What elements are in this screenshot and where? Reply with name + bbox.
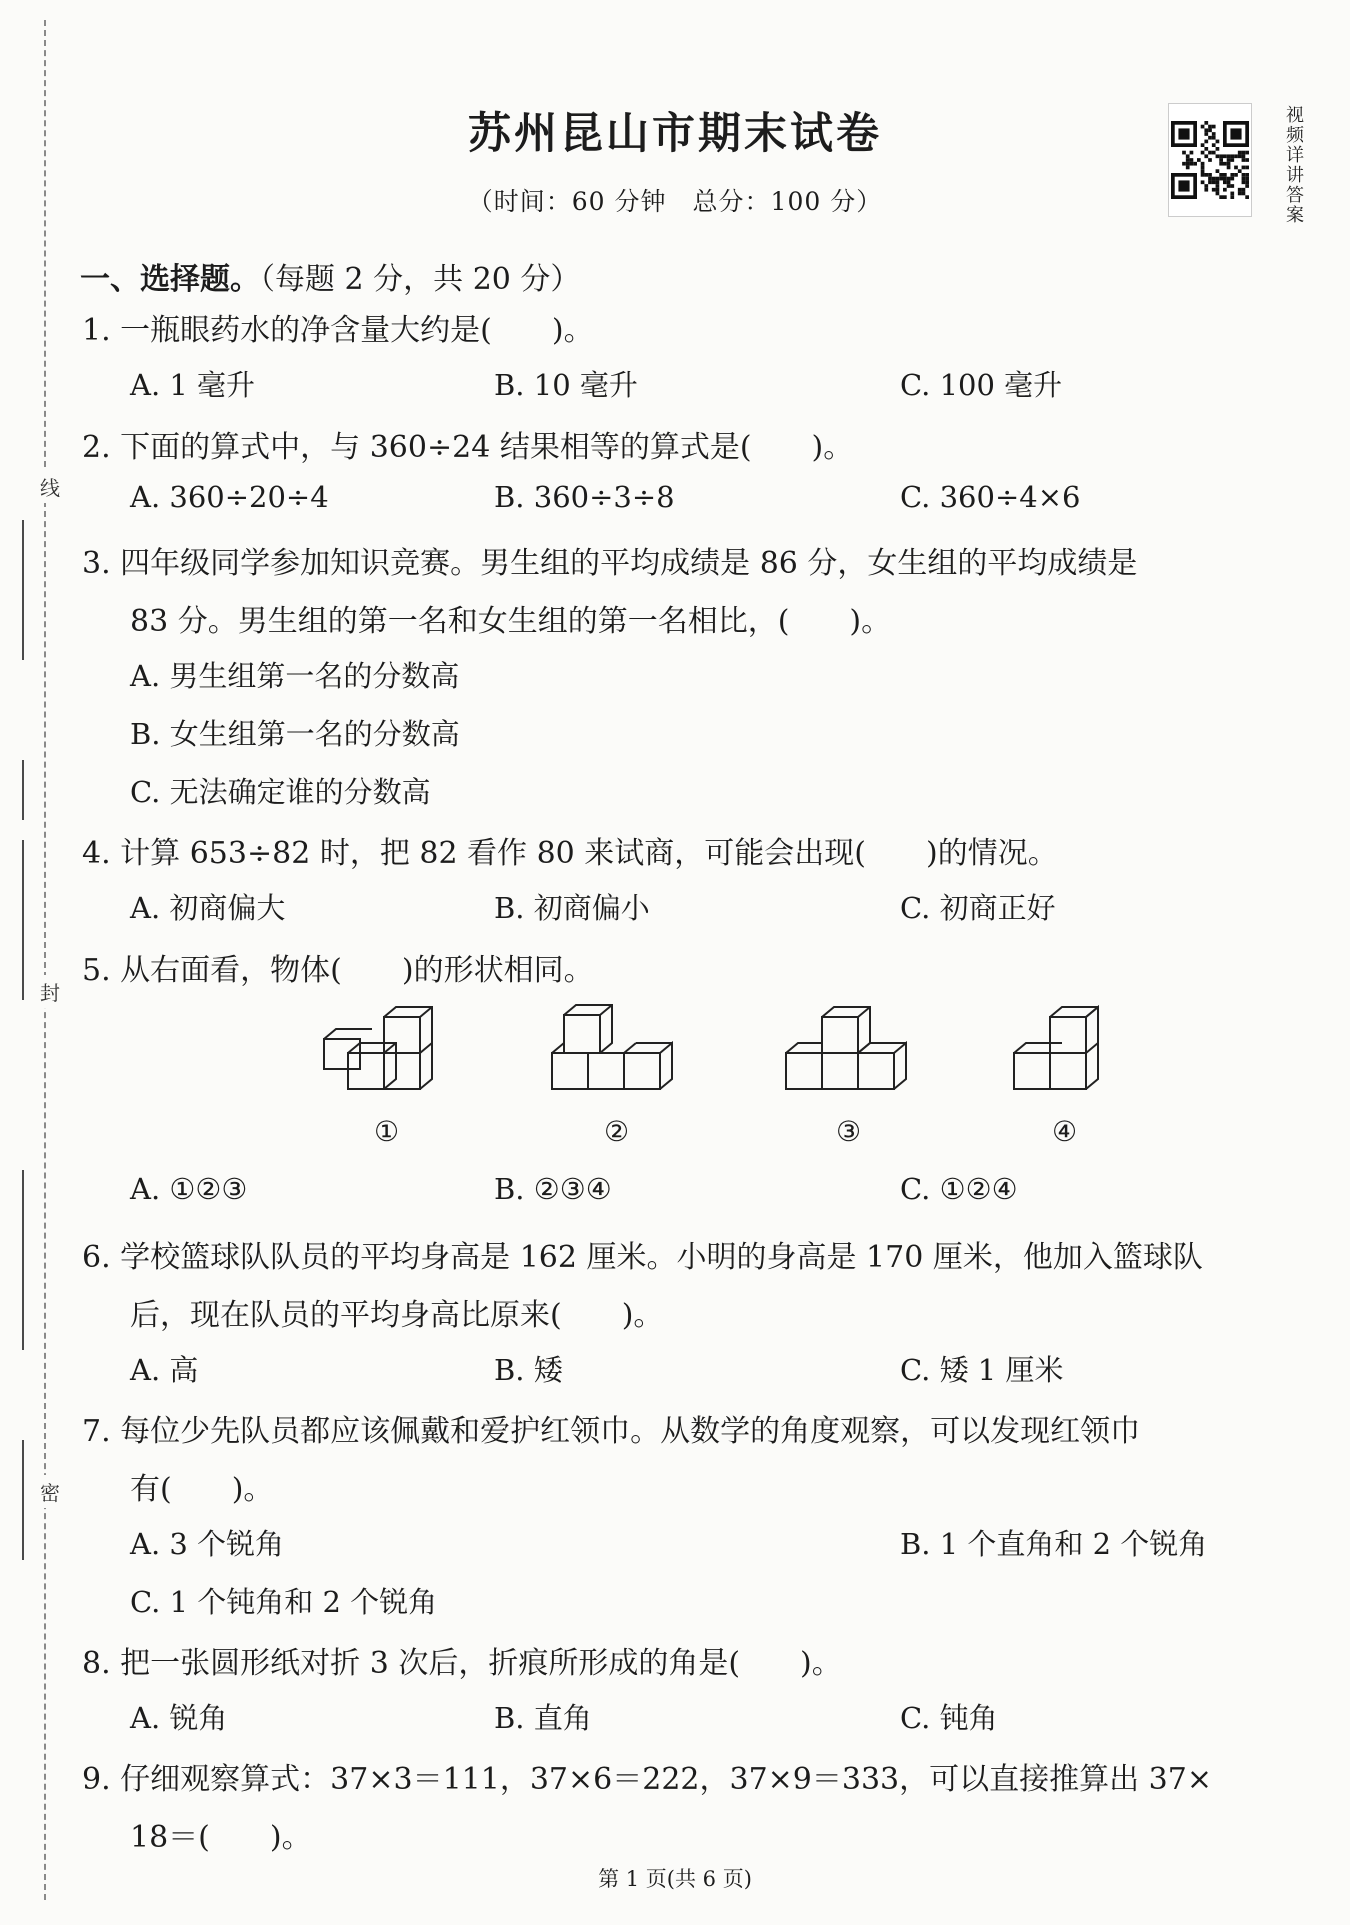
option-b[interactable]: B. 直角 bbox=[494, 1701, 592, 1735]
binding-dashed-line bbox=[44, 20, 46, 1900]
question-3: 3. 四年级同学参加知识竞赛。男生组的平均成绩是 86 分，女生组的平均成绩是 bbox=[82, 546, 1138, 581]
figure-label-3: ③ bbox=[836, 1115, 862, 1148]
option-c[interactable]: C. 矮 1 厘米 bbox=[900, 1353, 1064, 1387]
question-7: 7. 每位少先队员都应该佩戴和爱护红领巾。从数学的角度观察，可以发现红领巾 bbox=[82, 1414, 1141, 1449]
binding-solid-line bbox=[22, 840, 24, 1000]
option-c[interactable]: C. 360÷4×6 bbox=[900, 480, 1081, 514]
binding-char: 封 bbox=[40, 975, 60, 1008]
option-c[interactable]: C. ①②④ bbox=[900, 1172, 1018, 1206]
section-title: 一、选择题。 bbox=[80, 262, 260, 297]
question-9-line-2: 18＝( )。 bbox=[130, 1820, 312, 1855]
question-1: 1. 一瓶眼药水的净含量大约是( )。 bbox=[82, 313, 594, 348]
figure-label-2: ② bbox=[604, 1115, 630, 1148]
option-c[interactable]: C. 100 毫升 bbox=[900, 368, 1063, 402]
option-b[interactable]: B. 矮 bbox=[494, 1353, 563, 1387]
qr-caption: 视频详讲答案 bbox=[1286, 105, 1304, 226]
option-a[interactable]: A. 男生组第一名的分数高 bbox=[130, 659, 460, 693]
option-b[interactable]: B. ②③④ bbox=[494, 1172, 612, 1206]
exam-info: （时间：60 分钟 总分：100 分） bbox=[467, 187, 883, 216]
question-3-line-2: 83 分。男生组的第一名和女生组的第一名相比，( )。 bbox=[130, 604, 892, 639]
cube-figure-1 bbox=[322, 995, 452, 1095]
option-a[interactable]: A. 初商偏大 bbox=[130, 891, 286, 925]
cube-figure-4 bbox=[1012, 995, 1132, 1095]
option-b[interactable]: B. 初商偏小 bbox=[494, 891, 650, 925]
cube-figure-2 bbox=[550, 995, 690, 1095]
option-c[interactable]: C. 初商正好 bbox=[900, 891, 1056, 925]
binding-margin bbox=[0, 0, 60, 1925]
binding-solid-line bbox=[22, 520, 24, 660]
option-c[interactable]: C. 1 个钝角和 2 个锐角 bbox=[130, 1585, 438, 1619]
option-b[interactable]: B. 10 毫升 bbox=[494, 368, 638, 402]
option-b[interactable]: B. 360÷3÷8 bbox=[494, 480, 675, 514]
figure-label-4: ④ bbox=[1052, 1115, 1078, 1148]
section-note: （每题 2 分，共 20 分） bbox=[260, 262, 581, 297]
binding-solid-line bbox=[22, 1170, 24, 1350]
option-a[interactable]: A. ①②③ bbox=[130, 1172, 248, 1206]
question-4: 4. 计算 653÷82 时，把 82 看作 80 来试商，可能会出现( )的情况。 bbox=[82, 836, 1058, 871]
qr-code-icon[interactable] bbox=[1168, 103, 1252, 217]
section-heading bbox=[80, 254, 580, 298]
question-8: 8. 把一张圆形纸对折 3 次后，折痕所形成的角是( )。 bbox=[82, 1646, 842, 1681]
option-a[interactable]: A. 360÷20÷4 bbox=[130, 480, 329, 514]
binding-solid-line bbox=[22, 1440, 24, 1560]
question-2: 2. 下面的算式中，与 360÷24 结果相等的算式是( )。 bbox=[82, 430, 854, 465]
question-6-line-2: 后，现在队员的平均身高比原来( )。 bbox=[130, 1298, 664, 1333]
option-b[interactable]: B. 1 个直角和 2 个锐角 bbox=[900, 1527, 1208, 1561]
cube-figures bbox=[322, 995, 1142, 1155]
option-c[interactable]: C. 钝角 bbox=[900, 1701, 998, 1735]
binding-char: 密 bbox=[40, 1475, 60, 1508]
binding-solid-line bbox=[22, 760, 24, 820]
option-a[interactable]: A. 高 bbox=[130, 1353, 199, 1387]
question-5: 5. 从右面看，物体( )的形状相同。 bbox=[82, 953, 594, 988]
figure-label-1: ① bbox=[374, 1115, 400, 1148]
option-a[interactable]: A. 锐角 bbox=[130, 1701, 228, 1735]
question-6: 6. 学校篮球队队员的平均身高是 162 厘米。小明的身高是 170 厘米，他加入篮球队 bbox=[82, 1240, 1203, 1275]
question-9: 9. 仔细观察算式：37×3＝111，37×6＝222，37×9＝333，可以直接推算出 37× bbox=[82, 1762, 1212, 1797]
page-footer: 第 1 页(共 6 页) bbox=[598, 1867, 752, 1891]
option-a[interactable]: A. 1 毫升 bbox=[130, 368, 256, 402]
option-b[interactable]: B. 女生组第一名的分数高 bbox=[130, 717, 460, 751]
option-a[interactable]: A. 3 个锐角 bbox=[130, 1527, 285, 1561]
question-7-line-2: 有( )。 bbox=[130, 1472, 274, 1507]
option-c[interactable]: C. 无法确定谁的分数高 bbox=[130, 775, 431, 809]
cube-figure-3 bbox=[784, 995, 924, 1095]
binding-char: 线 bbox=[40, 470, 60, 503]
page-title: 苏州昆山市期末试卷 bbox=[468, 109, 882, 159]
